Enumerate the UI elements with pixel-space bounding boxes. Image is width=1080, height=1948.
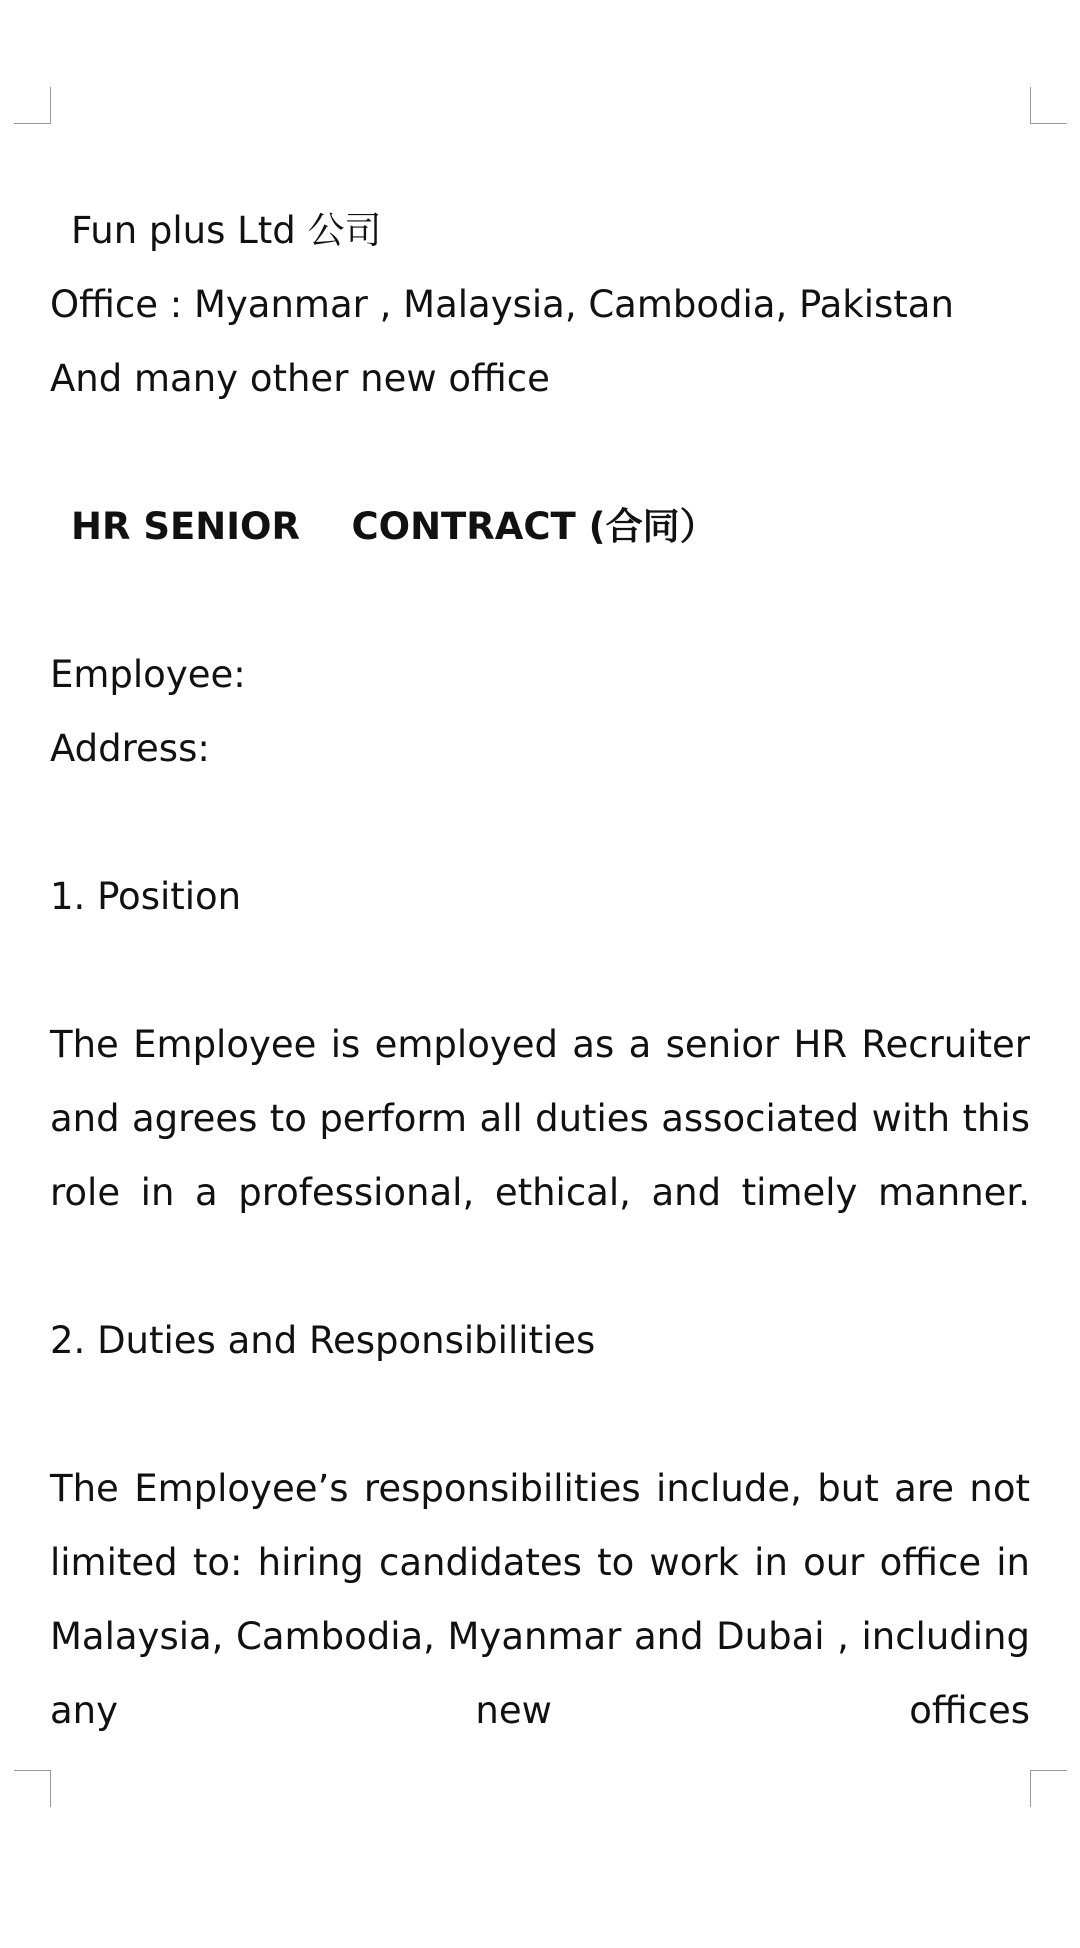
company-name: Fun plus Ltd 公司	[71, 209, 382, 252]
employee-label: Employee:	[50, 653, 246, 696]
crop-mark-bottom-right	[1030, 1770, 1067, 1807]
crop-mark-top-right	[1030, 87, 1067, 124]
crop-mark-bottom-left	[14, 1770, 51, 1807]
other-offices-note: And many other new office	[50, 357, 550, 400]
section-heading-position: 1. Position	[50, 875, 242, 918]
section-heading-duties: 2. Duties and Responsibilities	[50, 1319, 596, 1362]
crop-mark-top-left	[14, 87, 51, 124]
address-label: Address:	[50, 727, 210, 770]
contract-title: HR SENIOR CONTRACT (合同）	[71, 505, 717, 548]
office-locations: Office : Myanmar , Malaysia, Cambodia, Pakistan	[50, 283, 954, 326]
section-body-duties: The Employee’s responsibilities include, but are not limited to: hiring candidates to work in our office in Malaysia, Cambodia, Myanmar and Dubai , including any new offices	[50, 1467, 1030, 1732]
section-body-position: The Employee is employed as a senior HR Recruiter and agrees to perform all duties associated with this role in a professional, ethical, and timely manner.	[50, 1023, 1030, 1214]
